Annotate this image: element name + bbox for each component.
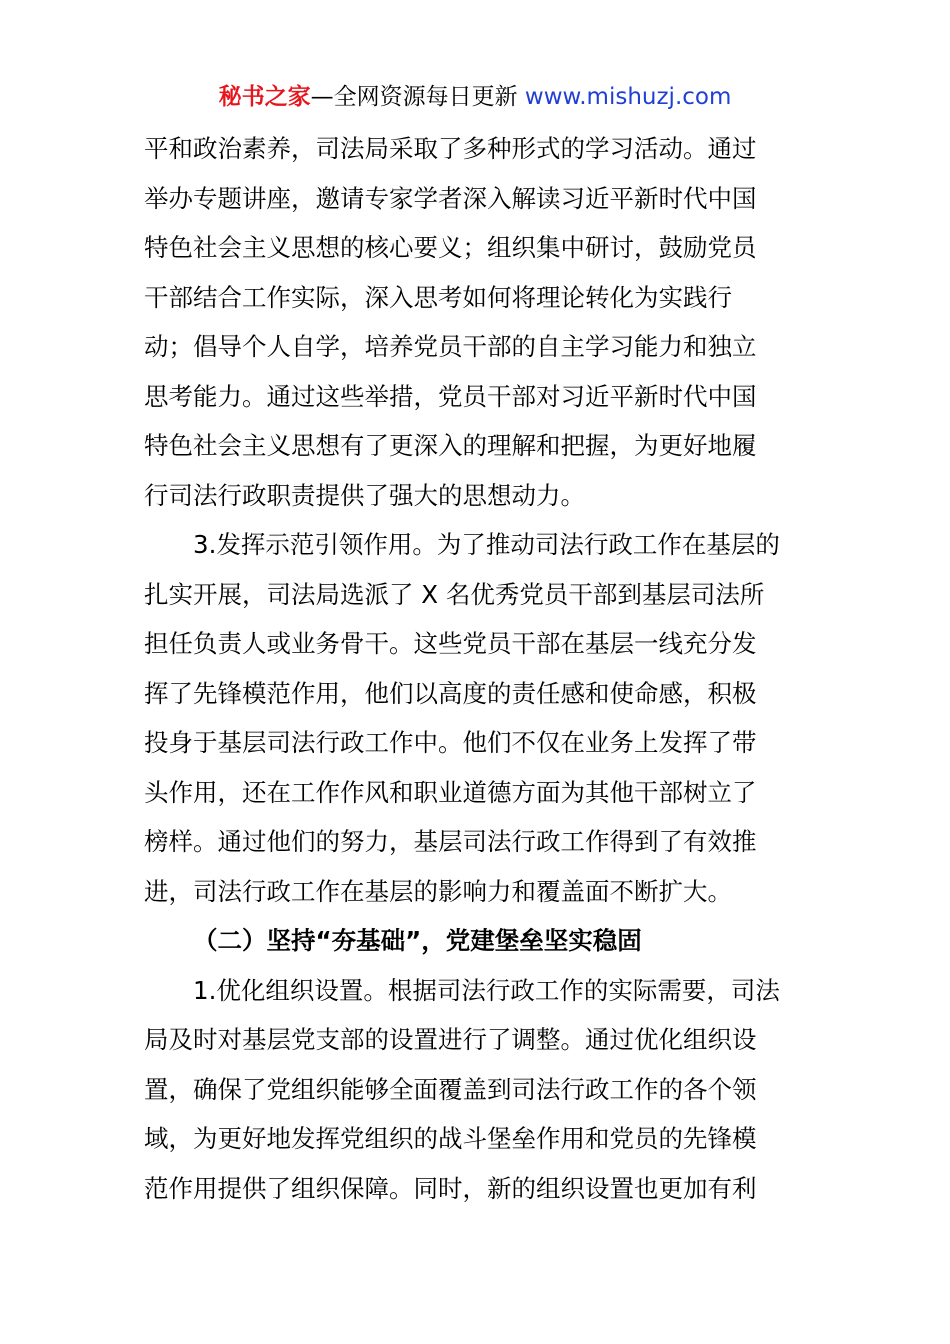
text-line: 行司法行政职责提供了强大的思想动力。 xyxy=(144,480,585,510)
text-line: 域，为更好地发挥党组织的战斗堡垒作用和党员的先锋模 xyxy=(144,1124,757,1153)
text-line: 担任负责人或业务骨干。这些党员干部在基层一线充分发 xyxy=(144,629,757,658)
site-brand: 秘书之家 xyxy=(218,84,311,110)
text-line: 特色社会主义思想有了更深入的理解和把握，为更好地履 xyxy=(144,431,757,460)
text-line: 3.发挥示范引领作用。为了推动司法行政工作在基层的 xyxy=(193,530,780,559)
text-line: 举办专题讲座，邀请专家学者深入解读习近平新时代中国 xyxy=(144,183,757,213)
text-line: 榜样。通过他们的努力，基层司法行政工作得到了有效推 xyxy=(144,827,757,856)
text-line: 进，司法行政工作在基层的影响力和覆盖面不断扩大。 xyxy=(144,876,732,906)
text-line: 扎实开展，司法局选派了 X 名优秀党员干部到基层司法所 xyxy=(144,579,765,609)
text-line: 特色社会主义思想的核心要义；组织集中研讨，鼓励党员 xyxy=(144,233,757,262)
text-line: 局及时对基层党支部的设置进行了调整。通过优化组织设 xyxy=(144,1025,757,1054)
section-heading: （二）坚持“夯基础”，党建堡垒坚实稳固 xyxy=(193,926,642,955)
text-line: 头作用，还在工作作风和职业道德方面为其他干部树立了 xyxy=(144,777,757,807)
text-line: 范作用提供了组织保障。同时，新的组织设置也更加有利 xyxy=(144,1173,757,1203)
text-line: 1.优化组织设置。根据司法行政工作的实际需要，司法 xyxy=(193,975,780,1005)
text-line: 动；倡导个人自学，培养党员干部的自主学习能力和独立 xyxy=(144,332,757,361)
page-header xyxy=(0,80,950,114)
text-line: 思考能力。通过这些举措，党员干部对习近平新时代中国 xyxy=(144,381,757,411)
document-body xyxy=(144,124,808,1213)
text-line: 投身于基层司法行政工作中。他们不仅在业务上发挥了带 xyxy=(144,728,757,757)
text-line: 置，确保了党组织能够全面覆盖到司法行政工作的各个领 xyxy=(144,1074,757,1104)
text-line: 平和政治素养，司法局采取了多种形式的学习活动。通过 xyxy=(144,134,757,163)
site-url-link[interactable]: www.mishuzj.com xyxy=(524,84,732,110)
text-line: 干部结合工作实际，深入思考如何将理论转化为实践行 xyxy=(144,282,732,312)
text-line: 挥了先锋模范作用，他们以高度的责任感和使命感，积极 xyxy=(144,678,757,708)
site-slogan: —全网资源每日更新 xyxy=(310,84,518,110)
